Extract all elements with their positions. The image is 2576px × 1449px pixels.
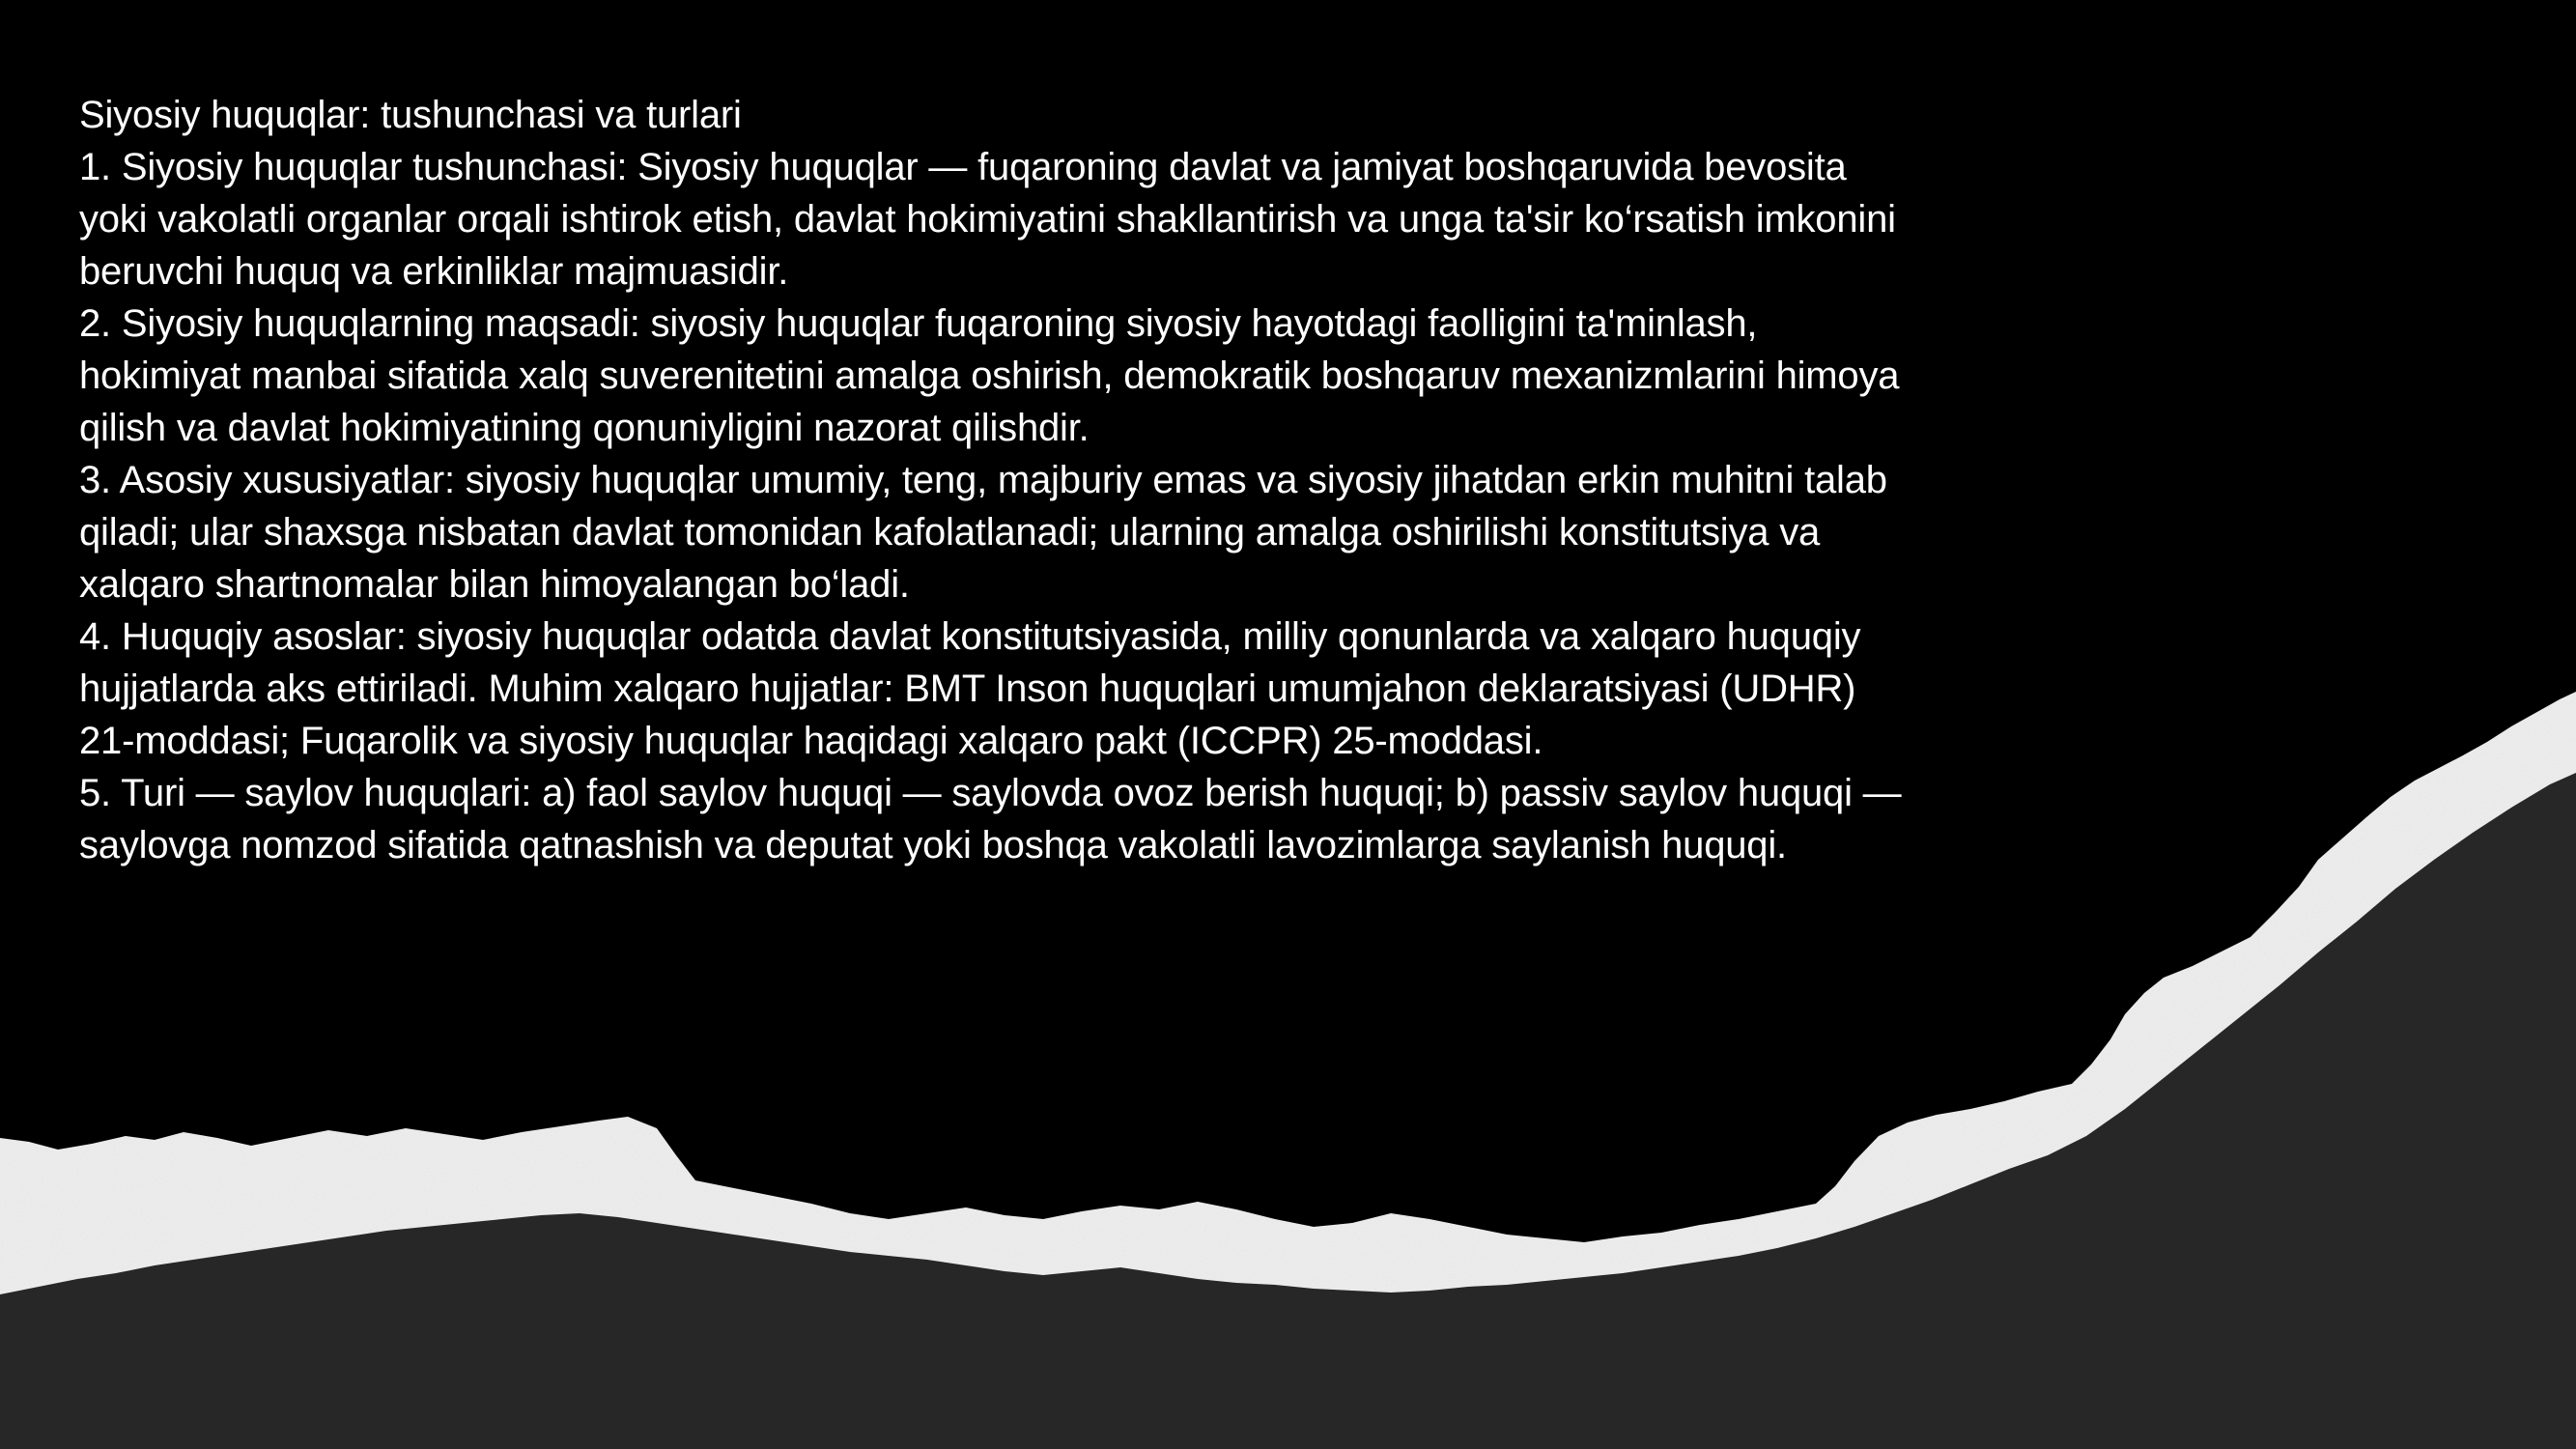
- paragraph-concept: 1. Siyosiy huquqlar tushunchasi: Siyosiy huquqlar — fuqaroning davlat va jamiyat boshqaruvida bevosita yoki vakolatli organlar orqali ishtirok etish, davlat hokimiyatini shakllantirish va unga ta'sir ko‘rsatish imkonini beruvchi huquq va erkinliklar majmuasidir.: [79, 146, 1896, 293]
- slide-text: [79, 89, 1914, 871]
- paragraph-legal-basis: 4. Huquqiy asoslar: siyosiy huquqlar odatda davlat konstitutsiyasida, milliy qonunlarda va xalqaro huquqiy hujjatlarda aks ettiriladi. Muhim xalqaro hujjatlar: BMT Inson huquqlari umumjahon deklaratsiyasi (UDHR) 21-moddasi; Fuqarolik va siyosiy huquqlar haqidagi xalqaro pakt (ICCPR) 25-moddasi.: [79, 615, 1861, 762]
- bottom-dark-area: [0, 773, 2576, 1449]
- paragraph-purpose: 2. Siyosiy huquqlarning maqsadi: siyosiy huquqlar fuqaroning siyosiy hayotdagi faolligini ta'minlash, hokimiyat manbai sifatida xalq suverenitetini amalga oshirish, demokratik boshqaruv mexanizmlarini himoya qilish va davlat hokimiyatining qonuniyligini nazorat qilishdir.: [79, 302, 1900, 449]
- slide-title: Siyosiy huquqlar: tushunchasi va turlari: [79, 94, 742, 136]
- paragraph-electoral-rights: 5. Turi — saylov huquqlari: a) faol saylov huquqi — saylovda ovoz berish huquqi; b) passiv saylov huquqi — saylovga nomzod sifatida qatnashish va deputat yoki boshqa vakolatli lavozimlarga saylanish huquqi.: [79, 772, 1902, 867]
- paragraph-features: 3. Asosiy xususiyatlar: siyosiy huquqlar umumiy, teng, majburiy emas va siyosiy jihatdan erkin muhitni talab qiladi; ular shaxsga nisbatan davlat tomonidan kafolatlanadi; ularning amalga oshirilishi konstitutsiya va xalqaro shartnomalar bilan himoyalangan bo‘ladi.: [79, 459, 1887, 606]
